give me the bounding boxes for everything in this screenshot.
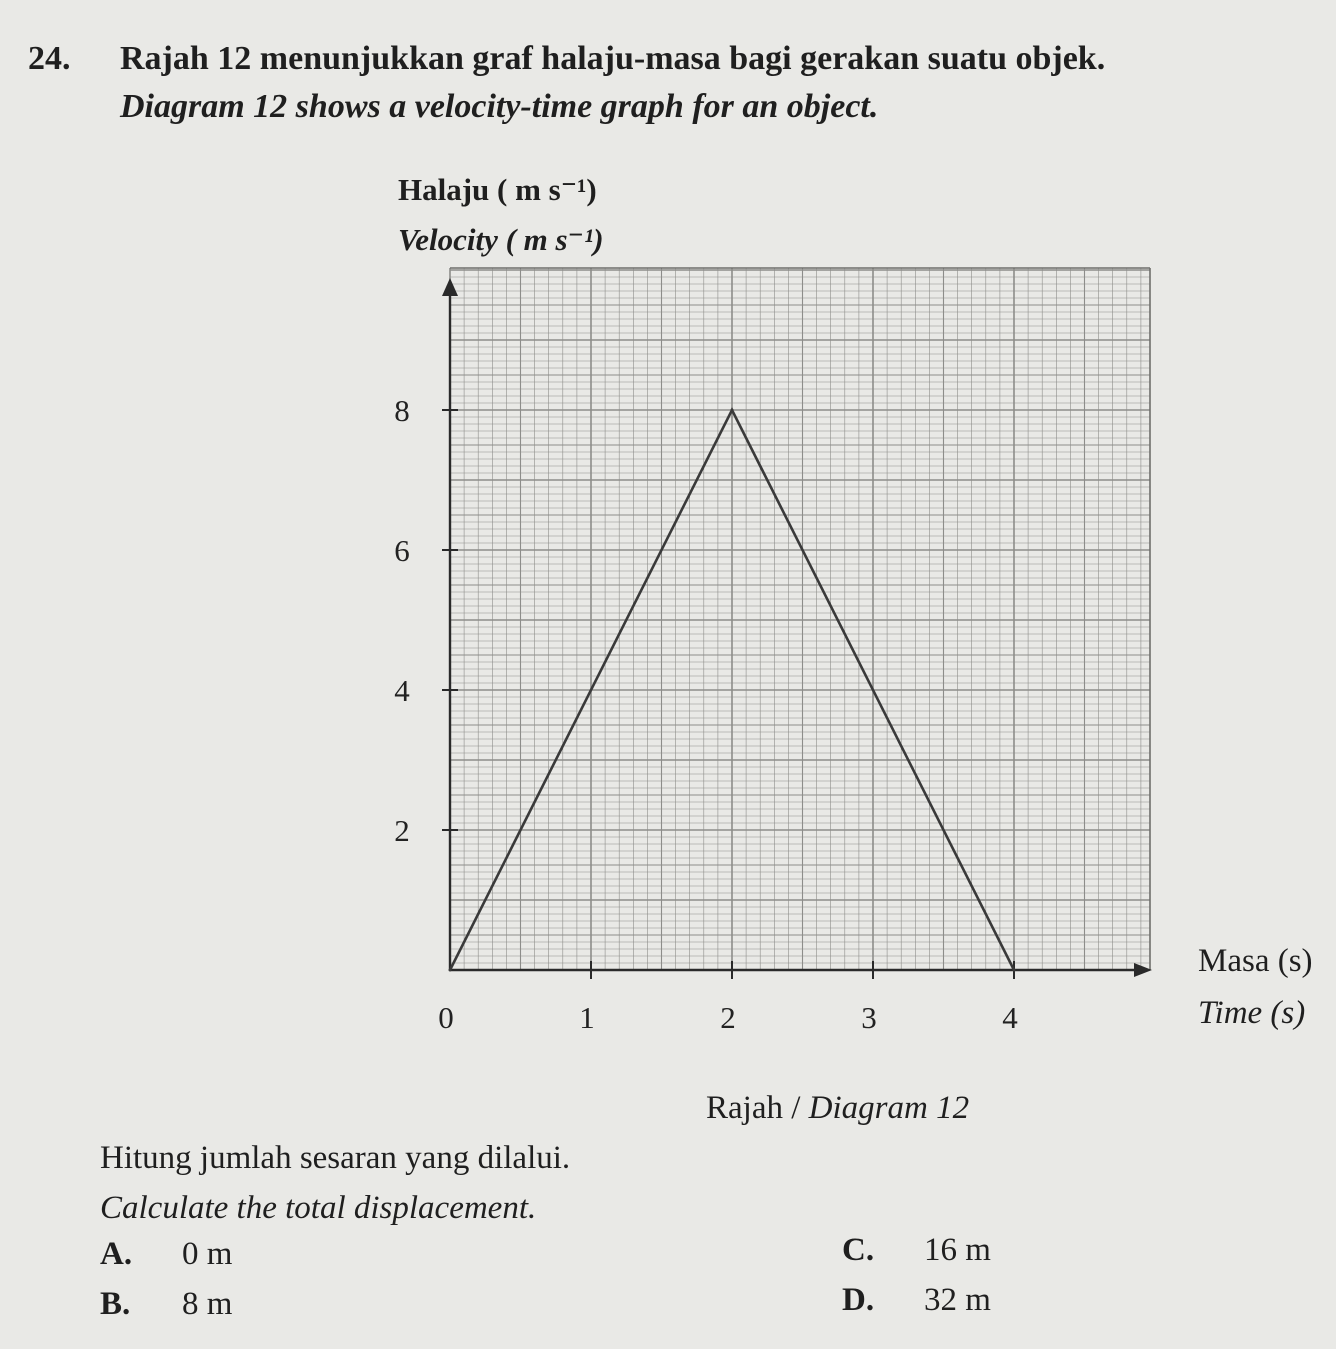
x-tick-label: 3 — [861, 1000, 877, 1035]
x-axis-label-english: Time (s) — [1198, 995, 1306, 1031]
caption-separator: / — [782, 1090, 809, 1126]
y-tick-label: 6 — [394, 533, 410, 568]
option-a-letter: A. — [100, 1236, 133, 1272]
option-d[interactable] — [842, 1282, 991, 1319]
option-b-text: 8 m — [182, 1286, 233, 1322]
question-number: 24. — [28, 40, 71, 77]
question-text-malay: Rajah 12 menunjukkan graf halaju-masa bagi gerakan suatu objek. — [120, 40, 1106, 77]
graph-grid — [450, 268, 1150, 970]
velocity-data-point — [1013, 969, 1016, 972]
option-c[interactable] — [842, 1232, 991, 1269]
y-axis-label-malay: Halaju ( m s⁻¹) — [398, 172, 597, 207]
option-d-text: 32 m — [924, 1282, 991, 1318]
instruction-english: Calculate the total displacement. — [100, 1190, 537, 1226]
y-tick-label: 8 — [394, 393, 410, 428]
x-tick-label: 2 — [720, 1000, 736, 1035]
velocity-data-point — [731, 409, 734, 412]
option-b-letter: B. — [100, 1286, 131, 1322]
y-tick-label: 4 — [394, 673, 410, 708]
option-a[interactable] — [100, 1236, 232, 1273]
instruction-malay: Hitung jumlah sesaran yang dilalui. — [100, 1140, 571, 1176]
y-tick-label: 2 — [394, 813, 410, 848]
x-axis-label-malay: Masa (s) — [1198, 943, 1313, 979]
y-axis-label-english: Velocity ( m s⁻¹) — [398, 222, 604, 257]
x-tick-label: 1 — [579, 1000, 595, 1035]
graph-ticks — [394, 393, 1018, 1035]
diagram-caption — [706, 1090, 969, 1127]
caption-malay: Rajah — [706, 1090, 783, 1126]
x-tick-label: 0 — [438, 1000, 454, 1035]
option-b[interactable] — [100, 1286, 232, 1323]
option-d-letter: D. — [842, 1282, 875, 1318]
caption-english: Diagram 12 — [808, 1090, 970, 1126]
velocity-data-point — [449, 969, 452, 972]
x-tick-label: 4 — [1002, 1000, 1018, 1035]
question-text-english: Diagram 12 shows a velocity-time graph for an object. — [120, 88, 879, 125]
y-axis-arrow — [442, 278, 458, 296]
option-c-text: 16 m — [924, 1232, 991, 1268]
option-a-text: 0 m — [182, 1236, 233, 1272]
option-c-letter: C. — [842, 1232, 875, 1268]
